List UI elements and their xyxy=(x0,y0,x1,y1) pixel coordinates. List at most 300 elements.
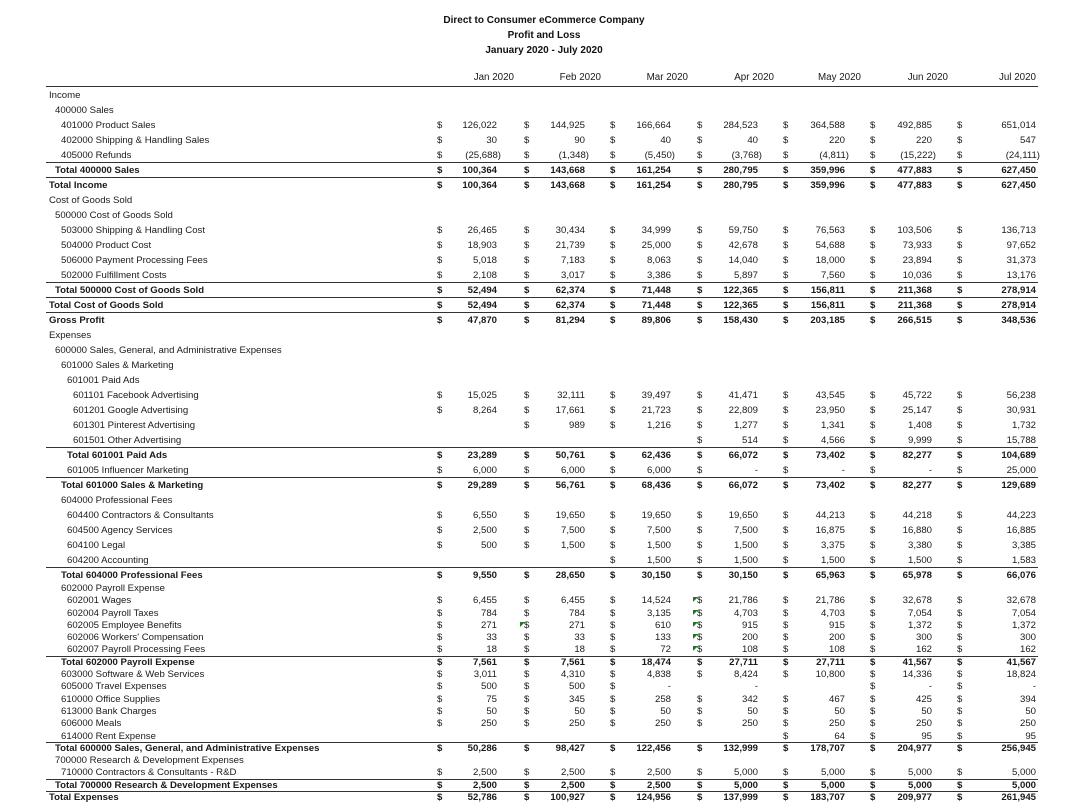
cell-value: 3,386 xyxy=(646,270,671,281)
cell-value: 33 xyxy=(574,632,585,644)
currency-symbol: $ xyxy=(610,792,616,804)
currency-symbol: $ xyxy=(524,693,530,705)
cell-value: 220 xyxy=(828,135,845,146)
table-row xyxy=(0,493,1080,508)
cell-value: 50 xyxy=(660,705,671,717)
cell-value: 300 xyxy=(915,632,932,644)
currency-symbol: $ xyxy=(437,465,443,476)
currency-symbol: $ xyxy=(957,420,963,431)
table-total-row xyxy=(0,568,1080,583)
currency-symbol: $ xyxy=(437,300,443,311)
cell-value: - xyxy=(841,465,845,476)
currency-symbol: $ xyxy=(437,390,443,401)
cell-value: 6,000 xyxy=(472,465,497,476)
currency-symbol: $ xyxy=(870,225,876,236)
cell-value: 18,903 xyxy=(467,240,497,251)
cell-value: 64 xyxy=(834,730,845,742)
cell-value: 7,500 xyxy=(560,525,585,536)
cell-value: 2,500 xyxy=(472,779,497,791)
currency-symbol: $ xyxy=(437,693,443,705)
currency-symbol: $ xyxy=(610,693,616,705)
cell-value: 126,022 xyxy=(462,120,497,131)
cell-value: 29,289 xyxy=(467,480,497,491)
cell-value: 45,722 xyxy=(902,390,932,401)
cell-value: 143,668 xyxy=(550,165,585,176)
currency-symbol: $ xyxy=(783,300,789,311)
currency-symbol: $ xyxy=(783,435,789,446)
row-label: 604500 Agency Services xyxy=(67,525,173,536)
currency-symbol: $ xyxy=(437,270,443,281)
currency-symbol: $ xyxy=(610,450,616,461)
currency-symbol: $ xyxy=(957,644,963,656)
currency-symbol: $ xyxy=(870,165,876,176)
currency-symbol: $ xyxy=(957,300,963,311)
table-row xyxy=(0,238,1080,253)
currency-symbol: $ xyxy=(610,390,616,401)
currency-symbol: $ xyxy=(783,570,789,581)
currency-symbol: $ xyxy=(610,779,616,791)
cell-value: 18,474 xyxy=(641,656,671,668)
cell-value: 73,933 xyxy=(902,240,932,251)
currency-symbol: $ xyxy=(783,718,789,730)
cell-value: - xyxy=(1032,681,1036,693)
row-label: Total Cost of Goods Sold xyxy=(49,300,164,311)
currency-symbol: $ xyxy=(524,644,530,656)
cell-value: 100,364 xyxy=(462,165,497,176)
cell-value: 73,402 xyxy=(815,480,845,491)
currency-symbol: $ xyxy=(437,510,443,521)
currency-symbol: $ xyxy=(783,730,789,742)
currency-symbol: $ xyxy=(610,681,616,693)
currency-symbol: $ xyxy=(697,135,703,146)
table-row xyxy=(0,731,1080,743)
cell-value: 25,000 xyxy=(1006,465,1036,476)
cell-value: 6,000 xyxy=(646,465,671,476)
currency-symbol: $ xyxy=(697,779,703,791)
row-label: Total 700000 Research & Development Expenses xyxy=(55,779,278,791)
currency-symbol: $ xyxy=(870,450,876,461)
currency-symbol: $ xyxy=(524,180,530,191)
currency-symbol: $ xyxy=(957,165,963,176)
cell-value: 250 xyxy=(568,718,585,730)
currency-symbol: $ xyxy=(524,669,530,681)
currency-symbol: $ xyxy=(437,681,443,693)
currency-symbol: $ xyxy=(870,693,876,705)
cell-value: 1,372 xyxy=(907,619,932,631)
currency-symbol: $ xyxy=(957,656,963,668)
currency-symbol: $ xyxy=(870,285,876,296)
cell-value: 30,931 xyxy=(1006,405,1036,416)
cell-value: 5,000 xyxy=(1011,779,1036,791)
currency-symbol: $ xyxy=(697,120,703,131)
currency-symbol: $ xyxy=(783,135,789,146)
currency-symbol: $ xyxy=(610,540,616,551)
currency-symbol: $ xyxy=(524,681,530,693)
cell-value: 211,368 xyxy=(897,300,932,311)
currency-symbol: $ xyxy=(610,632,616,644)
cell-value: 4,838 xyxy=(646,669,671,681)
currency-symbol: $ xyxy=(610,240,616,251)
column-header-jul: Jul 2020 xyxy=(998,72,1036,83)
currency-symbol: $ xyxy=(957,435,963,446)
currency-symbol: $ xyxy=(610,135,616,146)
cell-value: 7,054 xyxy=(1011,607,1036,619)
currency-symbol: $ xyxy=(524,718,530,730)
currency-symbol: $ xyxy=(610,465,616,476)
currency-symbol: $ xyxy=(870,525,876,536)
cell-value: 300 xyxy=(1019,632,1036,644)
cell-value: 34,999 xyxy=(641,225,671,236)
cell-value: 627,450 xyxy=(1001,165,1036,176)
cell-value: 3,011 xyxy=(473,669,497,681)
cell-value: 651,014 xyxy=(1001,120,1036,131)
cell-value: 1,216 xyxy=(646,420,671,431)
row-label: 405000 Refunds xyxy=(61,150,132,161)
cell-value: 1,277 xyxy=(733,420,758,431)
table-row xyxy=(0,103,1080,118)
cell-value: 203,185 xyxy=(810,315,845,326)
currency-symbol: $ xyxy=(870,644,876,656)
currency-symbol: $ xyxy=(870,595,876,607)
cell-value: 133 xyxy=(654,632,671,644)
currency-symbol: $ xyxy=(870,767,876,779)
cell-value: 492,885 xyxy=(897,120,932,131)
row-label: 610000 Office Supplies xyxy=(61,693,161,705)
currency-symbol: $ xyxy=(783,644,789,656)
cell-value: 82,277 xyxy=(902,480,932,491)
currency-symbol: $ xyxy=(870,718,876,730)
currency-symbol: $ xyxy=(524,619,530,631)
currency-symbol: $ xyxy=(697,555,703,566)
row-label: 503000 Shipping & Handling Cost xyxy=(61,225,206,236)
table-row xyxy=(0,706,1080,718)
row-label: Cost of Goods Sold xyxy=(49,195,133,206)
table-row xyxy=(0,373,1080,388)
cell-value: 65,963 xyxy=(815,570,845,581)
cell-value: 3,375 xyxy=(820,540,845,551)
currency-symbol: $ xyxy=(870,730,876,742)
cell-value: 7,561 xyxy=(472,656,497,668)
cell-value: 345 xyxy=(568,693,585,705)
cell-value: 73,402 xyxy=(815,450,845,461)
pnl-table xyxy=(0,88,1080,804)
cell-value: 1,500 xyxy=(820,555,845,566)
cell-value: 1,500 xyxy=(907,555,932,566)
currency-symbol: $ xyxy=(697,405,703,416)
row-label: Total 604000 Professional Fees xyxy=(61,570,203,581)
cell-value: 122,365 xyxy=(723,285,758,296)
currency-symbol: $ xyxy=(697,525,703,536)
currency-symbol: $ xyxy=(783,405,789,416)
currency-symbol: $ xyxy=(437,480,443,491)
currency-symbol: $ xyxy=(610,718,616,730)
cell-value: 8,264 xyxy=(472,405,497,416)
column-headers xyxy=(0,72,1080,86)
currency-symbol: $ xyxy=(610,656,616,668)
cell-value: 5,018 xyxy=(472,255,497,266)
row-label: Total Income xyxy=(49,180,108,191)
cell-value: 39,497 xyxy=(641,390,671,401)
table-total-row xyxy=(0,163,1080,178)
cell-value: 23,289 xyxy=(467,450,497,461)
header-divider xyxy=(46,86,1038,87)
currency-symbol: $ xyxy=(870,405,876,416)
currency-symbol: $ xyxy=(957,150,963,161)
currency-symbol: $ xyxy=(957,619,963,631)
currency-symbol: $ xyxy=(870,240,876,251)
table-row xyxy=(0,193,1080,208)
table-row xyxy=(0,433,1080,448)
currency-symbol: $ xyxy=(783,510,789,521)
currency-symbol: $ xyxy=(610,255,616,266)
table-total-row xyxy=(0,178,1080,193)
cell-value: 3,385 xyxy=(1011,540,1036,551)
cell-value: 62,374 xyxy=(555,300,585,311)
row-label: 500000 Cost of Goods Sold xyxy=(55,210,173,221)
cell-value: 136,713 xyxy=(1001,225,1036,236)
currency-symbol: $ xyxy=(870,180,876,191)
currency-symbol: $ xyxy=(957,669,963,681)
report-period: January 2020 - July 2020 xyxy=(485,45,603,56)
cell-value: 989 xyxy=(568,420,585,431)
cell-value: 50,286 xyxy=(467,742,497,754)
currency-symbol: $ xyxy=(870,681,876,693)
cell-value: 156,811 xyxy=(810,285,845,296)
cell-value: 7,183 xyxy=(560,255,585,266)
currency-symbol: $ xyxy=(870,510,876,521)
cell-value: 10,800 xyxy=(815,669,845,681)
currency-symbol: $ xyxy=(610,480,616,491)
currency-symbol: $ xyxy=(783,705,789,717)
currency-symbol: $ xyxy=(870,792,876,804)
cell-value: 271 xyxy=(568,619,585,631)
currency-symbol: $ xyxy=(610,225,616,236)
cell-value: 122,365 xyxy=(723,300,758,311)
row-label: Income xyxy=(49,90,81,101)
currency-symbol: $ xyxy=(783,607,789,619)
cell-value: 19,650 xyxy=(728,510,758,521)
cell-value: 100,364 xyxy=(462,180,497,191)
row-label: 710000 Contractors & Consultants - R&D xyxy=(61,767,237,779)
cell-value: 4,310 xyxy=(560,669,585,681)
currency-symbol: $ xyxy=(437,135,443,146)
row-label: 606000 Meals xyxy=(61,718,122,730)
cell-value: 161,254 xyxy=(636,180,671,191)
cell-value: 5,000 xyxy=(820,767,845,779)
currency-symbol: $ xyxy=(524,450,530,461)
cell-value: - xyxy=(754,465,758,476)
cell-value: 394 xyxy=(1019,693,1036,705)
cell-value: 68,436 xyxy=(641,480,671,491)
row-label: 601501 Other Advertising xyxy=(73,435,182,446)
currency-symbol: $ xyxy=(957,450,963,461)
currency-symbol: $ xyxy=(610,165,616,176)
cell-value: 6,000 xyxy=(560,465,585,476)
table-total-row xyxy=(0,283,1080,298)
table-row xyxy=(0,620,1080,632)
currency-symbol: $ xyxy=(524,135,530,146)
cell-value: (24,111) xyxy=(1005,150,1040,161)
cell-value: 41,567 xyxy=(1006,656,1036,668)
currency-symbol: $ xyxy=(783,742,789,754)
cell-value: 250 xyxy=(828,718,845,730)
currency-symbol: $ xyxy=(783,540,789,551)
currency-symbol: $ xyxy=(957,742,963,754)
currency-symbol: $ xyxy=(610,705,616,717)
cell-value: 1,500 xyxy=(733,540,758,551)
row-label: 602006 Workers' Compensation xyxy=(67,632,204,644)
cell-value: 4,703 xyxy=(820,607,845,619)
cell-value: 2,108 xyxy=(472,270,497,281)
currency-symbol: $ xyxy=(524,632,530,644)
cell-value: 162 xyxy=(1019,644,1036,656)
currency-symbol: $ xyxy=(957,285,963,296)
cell-value: 348,536 xyxy=(1001,315,1036,326)
currency-symbol: $ xyxy=(437,705,443,717)
cell-value: 258 xyxy=(654,693,671,705)
table-row xyxy=(0,595,1080,607)
table-row xyxy=(0,388,1080,403)
row-label: 602001 Wages xyxy=(67,595,132,607)
currency-symbol: $ xyxy=(437,767,443,779)
row-label: 400000 Sales xyxy=(55,105,114,116)
currency-symbol: $ xyxy=(437,240,443,251)
cell-value: 72 xyxy=(660,644,671,656)
row-label: 504000 Product Cost xyxy=(61,240,152,251)
currency-symbol: $ xyxy=(870,480,876,491)
cell-value: 66,072 xyxy=(728,480,758,491)
cell-value: 25,000 xyxy=(641,240,671,251)
currency-symbol: $ xyxy=(783,285,789,296)
table-total-row xyxy=(0,298,1080,313)
cell-value: 6,455 xyxy=(472,595,497,607)
row-label: 601000 Sales & Marketing xyxy=(61,360,174,371)
cell-value: 62,436 xyxy=(641,450,671,461)
cell-value: 104,689 xyxy=(1001,450,1036,461)
currency-symbol: $ xyxy=(783,555,789,566)
currency-symbol: $ xyxy=(697,315,703,326)
cell-value: 18,824 xyxy=(1006,669,1036,681)
cell-value: 21,786 xyxy=(728,595,758,607)
currency-symbol: $ xyxy=(437,540,443,551)
cell-value: 467 xyxy=(828,693,845,705)
currency-symbol: $ xyxy=(610,525,616,536)
row-label: 604000 Professional Fees xyxy=(61,495,173,506)
currency-symbol: $ xyxy=(870,619,876,631)
cell-value: (4,811) xyxy=(819,150,849,161)
currency-symbol: $ xyxy=(870,656,876,668)
currency-symbol: $ xyxy=(697,644,703,656)
cell-value: 1,500 xyxy=(646,540,671,551)
cell-value: 21,786 xyxy=(815,595,845,607)
currency-symbol: $ xyxy=(957,792,963,804)
currency-symbol: $ xyxy=(524,480,530,491)
currency-symbol: $ xyxy=(870,120,876,131)
cell-value: 21,723 xyxy=(641,405,671,416)
row-label: 601301 Pinterest Advertising xyxy=(73,420,196,431)
currency-symbol: $ xyxy=(437,405,443,416)
cell-value: 21,739 xyxy=(555,240,585,251)
cell-value: 1,583 xyxy=(1011,555,1036,566)
currency-symbol: $ xyxy=(697,632,703,644)
cell-value: 500 xyxy=(568,681,585,693)
cell-value: 66,076 xyxy=(1006,570,1036,581)
table-row xyxy=(0,755,1080,767)
cell-value: 162 xyxy=(915,644,932,656)
cell-value: 9,550 xyxy=(472,570,497,581)
currency-symbol: $ xyxy=(957,135,963,146)
currency-symbol: $ xyxy=(697,595,703,607)
cell-value: 27,711 xyxy=(816,656,845,668)
currency-symbol: $ xyxy=(870,779,876,791)
currency-symbol: $ xyxy=(783,120,789,131)
cell-value: 166,664 xyxy=(636,120,671,131)
cell-value: 50 xyxy=(747,705,758,717)
currency-symbol: $ xyxy=(524,607,530,619)
cell-value: 2,500 xyxy=(646,779,671,791)
currency-symbol: $ xyxy=(610,315,616,326)
currency-symbol: $ xyxy=(957,718,963,730)
cell-value: 98,427 xyxy=(555,742,585,754)
cell-value: 31,373 xyxy=(1006,255,1036,266)
currency-symbol: $ xyxy=(957,270,963,281)
row-label: 602004 Payroll Taxes xyxy=(67,607,159,619)
currency-symbol: $ xyxy=(783,390,789,401)
currency-symbol: $ xyxy=(870,705,876,717)
cell-value: 425 xyxy=(915,693,932,705)
column-header-jun: Jun 2020 xyxy=(907,72,948,83)
currency-symbol: $ xyxy=(437,669,443,681)
currency-symbol: $ xyxy=(957,555,963,566)
table-row xyxy=(0,553,1080,568)
table-row xyxy=(0,632,1080,644)
table-row xyxy=(0,608,1080,620)
table-row xyxy=(0,358,1080,373)
cell-value: 5,000 xyxy=(820,779,845,791)
table-row xyxy=(0,644,1080,656)
table-row xyxy=(0,681,1080,693)
cell-value: - xyxy=(667,681,671,693)
table-row xyxy=(0,718,1080,730)
cell-value: 132,999 xyxy=(723,742,758,754)
row-label: 502000 Fulfillment Costs xyxy=(61,270,167,281)
table-row xyxy=(0,133,1080,148)
currency-symbol: $ xyxy=(524,315,530,326)
cell-value: 1,500 xyxy=(733,555,758,566)
cell-value: 500 xyxy=(480,540,497,551)
cell-value: 52,494 xyxy=(467,300,497,311)
currency-symbol: $ xyxy=(697,767,703,779)
cell-value: 22,809 xyxy=(728,405,758,416)
currency-symbol: $ xyxy=(870,742,876,754)
table-row xyxy=(0,669,1080,681)
cell-value: 30,434 xyxy=(555,225,585,236)
cell-value: 50 xyxy=(921,705,932,717)
currency-symbol: $ xyxy=(870,570,876,581)
currency-symbol: $ xyxy=(524,240,530,251)
currency-symbol: $ xyxy=(957,540,963,551)
currency-symbol: $ xyxy=(437,255,443,266)
table-row xyxy=(0,583,1080,595)
currency-symbol: $ xyxy=(524,525,530,536)
currency-symbol: $ xyxy=(957,705,963,717)
currency-symbol: $ xyxy=(870,435,876,446)
row-label: 604100 Legal xyxy=(67,540,126,551)
currency-symbol: $ xyxy=(524,120,530,131)
currency-symbol: $ xyxy=(524,465,530,476)
table-row xyxy=(0,418,1080,433)
cell-value: 250 xyxy=(654,718,671,730)
